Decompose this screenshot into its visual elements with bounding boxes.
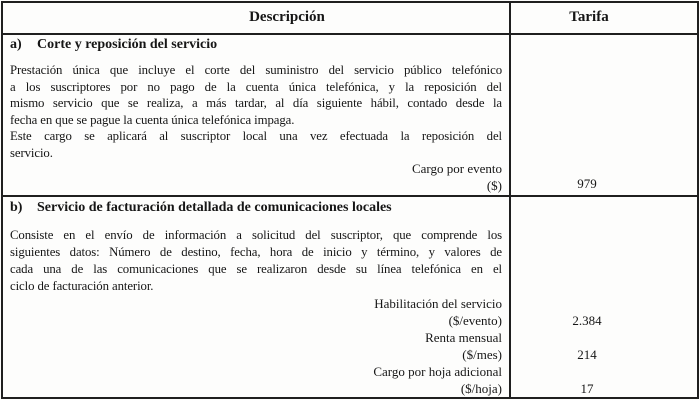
section-b-charge-labels bbox=[10, 295, 502, 397]
tariff-table bbox=[1, 1, 699, 399]
charge-unit-label: ($) bbox=[486, 177, 502, 193]
paragraph-line: Prestación única que incluye el corte del suministro del servicio público telefónico bbox=[10, 63, 502, 77]
charge-label: Cargo por hoja adicional bbox=[373, 364, 502, 379]
charge-unit-label: ($/hoja) bbox=[460, 381, 502, 396]
table-header-row bbox=[3, 3, 697, 35]
section-b-row bbox=[3, 197, 697, 397]
paragraph-line: Este cargo se aplicará al suscriptor local una vez efectuada la reposición del bbox=[10, 129, 502, 143]
paragraph-line: ciclo de facturación anterior. bbox=[10, 279, 154, 293]
tariff-value-row bbox=[511, 329, 663, 363]
charge-label: Cargo por evento bbox=[411, 161, 502, 176]
paragraph-line: siguientes datos: Número de destino, fecha, hora de inicio y término, y valores de bbox=[10, 245, 502, 259]
paragraph-line: cada una de las comunicaciones que se realizaron desde su línea telefónica en el bbox=[10, 262, 502, 276]
section-a-tariff-cell bbox=[511, 35, 697, 196]
paragraph-line: fecha en que se pague la cuenta única telefónica impaga. bbox=[10, 112, 295, 127]
section-a-title-text: Corte y reposición del servicio bbox=[37, 36, 218, 52]
tariff-value-row bbox=[511, 363, 663, 397]
section-b-marker: b) bbox=[10, 200, 23, 215]
column-header-description: Descripción bbox=[3, 3, 511, 33]
tariff-value-hoja-adicional: 17 bbox=[580, 381, 594, 396]
charge-unit-label: ($/evento) bbox=[448, 313, 502, 328]
tariff-value-renta-mensual: 214 bbox=[577, 347, 597, 362]
section-a-title bbox=[10, 37, 502, 54]
section-a-marker: a) bbox=[10, 36, 22, 52]
section-b-tariff-values bbox=[511, 295, 663, 397]
paragraph-line: servicio. bbox=[10, 145, 53, 160]
charge-label: Renta mensual bbox=[425, 330, 502, 345]
paragraph-line: a los suscriptores por no pago de la cuenta única telefónica, y la reposición del bbox=[10, 79, 502, 94]
column-header-tariff: Tarifa bbox=[569, 9, 609, 26]
tariff-value-habilitacion: 2.384 bbox=[572, 313, 602, 328]
section-a-description-cell bbox=[3, 35, 511, 196]
section-b-title bbox=[10, 199, 502, 216]
section-a-paragraph-2 bbox=[10, 128, 502, 161]
section-a-row bbox=[3, 35, 697, 198]
section-a-tariff-value: 979 bbox=[577, 175, 597, 191]
section-a-charge-labels bbox=[10, 161, 502, 195]
section-b-paragraph bbox=[10, 227, 502, 295]
tariff-value-row bbox=[511, 295, 663, 329]
section-a-paragraph-1 bbox=[10, 62, 502, 128]
section-b-title-text: Servicio de facturación detallada de comunicaciones locales bbox=[37, 200, 392, 215]
section-b-tariff-cell bbox=[511, 197, 697, 397]
charge-label: Habilitación del servicio bbox=[374, 296, 502, 311]
paragraph-line: mismo servicio que se realiza, a más tardar, al día siguiente hábil, contado desde la bbox=[10, 96, 502, 110]
paragraph-line: Consiste en el envío de información a solicitud del suscriptor, que comprende los bbox=[10, 228, 502, 242]
charge-unit-label: ($/mes) bbox=[462, 347, 502, 362]
section-b-description-cell bbox=[3, 197, 511, 397]
